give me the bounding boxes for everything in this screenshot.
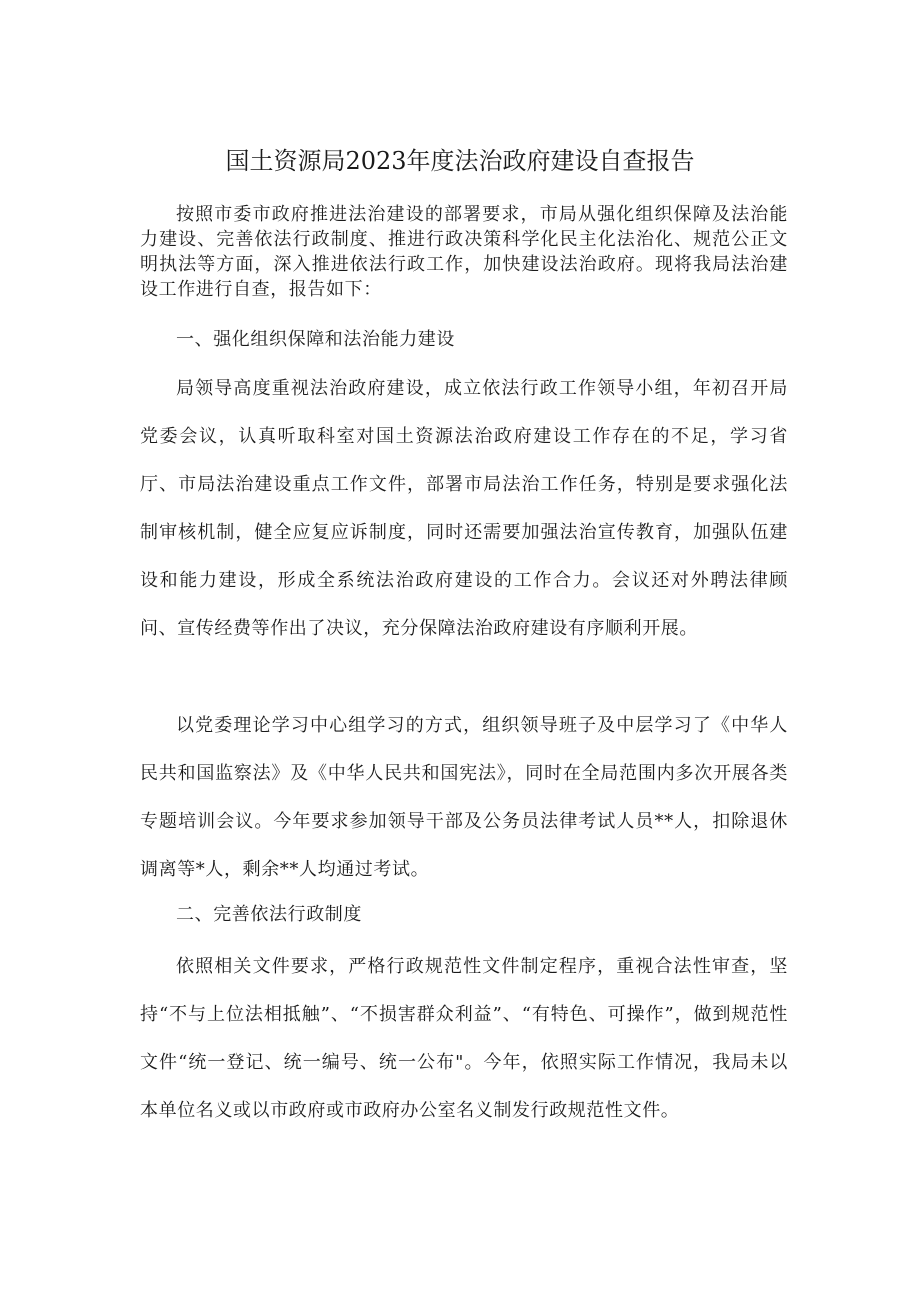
section-2-paragraph-1: 依照相关文件要求，严格行政规范性文件制定程序，重视合法性审查，坚持“不与上位法相抵触”、“不损害群众利益”、“有特色、可操作”，做到规范性文件“统一登记、统一编号、统一公布"。今年，依照实际工作情况，我局未以本单位名义或以市政府或市政府办公室名义制发行政规范性文件。 [140, 956, 788, 1121]
intro-paragraph: 按照市委市政府推进法治建设的部署要求，市局从强化组织保障及法治能力建设、完善依法行政制度、推进行政决策科学化民主化法治化、规范公正文明执法等方面，深入推进依法行政工作，加快建设法治政府。现将我局法治建设工作进行自查，报告如下： [140, 204, 788, 300]
section-heading-1: 一、强化组织保障和法治能力建设 [176, 329, 455, 350]
section-1-paragraph-1: 局领导高度重视法治政府建设，成立依法行政工作领导小组，年初召开局党委会议，认真听取科室对国土资源法治政府建设工作存在的不足，学习省厅、市局法治建设重点工作文件，部署市局法治工作任务，特别是要求强化法制审核机制，健全应复应诉制度，同时还需要加强法治宣传教育，加强队伍建设和能力建设，形成全系统法治政府建设的工作合力。会议还对外聘法律顾问、宣传经费等作出了决议，充分保障法治政府建设有序顺利开展。 [140, 378, 788, 639]
section-heading-2: 二、完善依法行政制度 [176, 904, 362, 925]
section-1-paragraph-2: 以党委理论学习中心组学习的方式，组织领导班子及中层学习了《中华人民共和国监察法》及《中华人民共和国宪法》，同时在全局范围内多次开展各类专题培训会议。今年要求参加领导干部及公务员法律考试人员**人，扣除退休调离等*人，剩余**人均通过考试。 [140, 715, 788, 880]
document-title: 国土资源局2023年度法治政府建设自查报告 [225, 147, 695, 175]
